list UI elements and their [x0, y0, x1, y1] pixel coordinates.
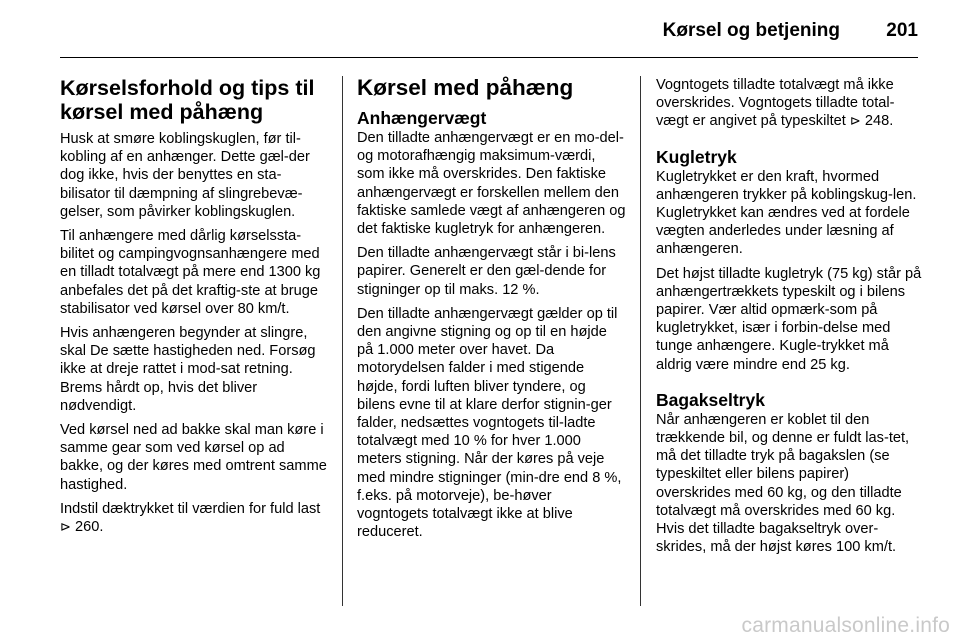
column-middle [357, 76, 627, 547]
paragraph: Den tilladte anhængervægt gælder op til den angivne stigning og op til en højde på 1.000 meter over havet. Da motorydelsen falder i med stigende højde, fordi luften bliver tyndere, og bilens evne til at klare derfor stignin-ger falder, nedsættes vogntogets til-ladte totalvægt med 10 % for hver 1.000 meters stigning. Når der køres på veje med mindre stigninger (min-dre end 8 %, f.eks. på motorveje), be-høver vogntogets totalvægt ikke at blive reduceret. [357, 305, 622, 541]
paragraph-tire-pressure [60, 500, 330, 536]
page-reference-arrow-icon: ⊳ [849, 113, 861, 129]
paragraph: Den tilladte anhængervægt står i bi-lens papirer. Generelt er den gæl-dende for stigninger op til maks. 12 %. [357, 245, 616, 298]
section-heading-trailer: Kørsel med påhæng [357, 75, 574, 100]
paragraph: Ved kørsel ned ad bakke skal man køre i samme gear som ved kørsel op ad bakke, og der køres med omtrent samme hastighed. [60, 422, 327, 493]
subheading-ball-load: Kugletryk [656, 146, 737, 167]
section-heading-tips: Kørselsforhold og tips til kørsel med påhæng [60, 76, 315, 124]
page-header [60, 0, 918, 56]
page-reference-link[interactable]: 248. [864, 113, 894, 130]
paragraph: Det højst tilladte kugletryk (75 kg) står på anhængertrækkets typeskilt og i bilens papirer. Vær altid opmærk-som på kugletrykket, især i forbin-delse med tunge anhængere. Kugle-trykket må aldrig være mindre end 25 kg. [656, 265, 922, 373]
paragraph: Den tilladte anhængervægt er en mo-del- og motorafhængig maksimum-værdi, som ikke må overskrides. Den faktiske anhængervægt er forskellen mellem den faktiske samlede vægt af anhængeren og det faktiske kugletryk for anhængeren. [357, 130, 626, 238]
paragraph: Hvis anhængeren begynder at slingre, skal De sætte hastigheden ned. Forsøg ikke at dreje rattet i mod-sat retning. Brems hårdt op, hvis det bliver nødvendigt. [60, 325, 316, 414]
column-divider [640, 76, 641, 606]
running-header-title: Kørsel og betjening [662, 20, 840, 41]
subheading-rear-axle-load: Bagakseltryk [656, 389, 765, 410]
page-reference-arrow-icon: ⊳ [60, 519, 71, 535]
paragraph: Husk at smøre koblingskuglen, før til-kobling af en anhænger. Dette gæl-der dog ikke, hvis der benyttes en sta-bilisator til dæmpning af slingrebevæ-gelser, som påvirker koblingskuglen. [60, 131, 310, 220]
paragraph-text: Vogntogets tilladte totalvægt må ikke overskrides. Vogntogets tilladte total-vægt er angivet på typeskiltet [656, 77, 895, 130]
column-divider [342, 76, 343, 606]
paragraph: Kugletrykket er den kraft, hvormed anhængeren trykker på koblingskug-len. Kugletrykket kan ændres ved at fordele vægten anderledes under læsning af anhængeren. [656, 168, 917, 258]
paragraph-text: Indstil dæktrykket til værdien for fuld last [60, 500, 321, 517]
column-left [60, 76, 330, 542]
paragraph-total-weight [656, 76, 924, 131]
page-reference-link[interactable]: 260. [74, 519, 104, 536]
watermark: carmanualsonline.info [741, 614, 950, 637]
paragraph: Til anhængere med dårlig kørselssta-bilitet og campingvognsanhængere med en tilladt totalvægt på mere end 1300 kg anbefales det på det kraftig-ste at bruge stabilisator ved kørsel over 80 km/t. [60, 228, 321, 317]
paragraph: Når anhængeren er koblet til den trækkende bil, og denne er fuldt las-tet, må det tilladte tryk på bagakslen (se typeskiltet eller bilens papirer) overskrides med 60 kg, og den tilladte totalvægt må overskrides med 60 kg. Hvis det tilladte bagakseltryk over-skrides, må der højst køres 100 km/t. [656, 411, 910, 556]
page-number: 201 [886, 20, 918, 41]
subheading-trailer-weight: Anhængervægt [357, 108, 487, 128]
column-right [656, 76, 924, 562]
header-rule [60, 57, 918, 58]
